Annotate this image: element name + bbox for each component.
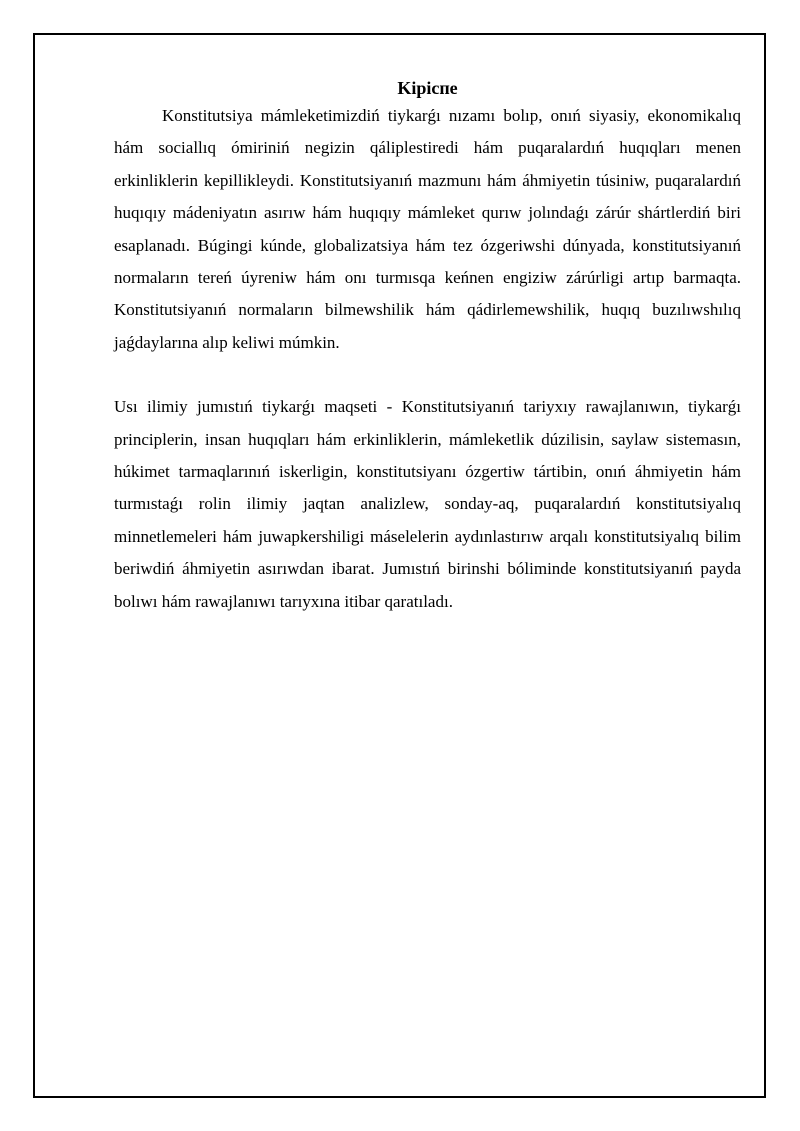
paragraph-introduction: Konstitutsiya mámleketimizdiń tiykarǵı nızamı bolıp, onıń siyasiy, ekonomikalıq hám sociallıq ómiriniń negizin qáliplestiredi hám puqaralardıń huqıqları menen erkinliklerin kepillikleydi. Konstitutsiyanıń mazmunı hám áhmiyetin túsiniw, puqaralardıń huqıqıy mádeniyatın asırıw hám huqıqıy mámleket qurıw jolındaǵı zárúr shártlerdiń biri esaplanadı. Búgingi kúnde, globalizatsiya hám tez ózgeriwshi dúnyada, konstitutsiyanıń normaların tereń úyreniw hám onı turmısqa keńnen engiziw zárúrligi artıp barmaqta. Konstitutsiyanıń normaların bilmewshilik hám qádirlemewshilik, huqıq buzılıwshılıq jaǵdaylarına alıp keliwi múmkin.: [114, 106, 741, 352]
paragraph-spacer: [114, 359, 741, 391]
document-body: [114, 76, 741, 618]
document-title: Kipicпe: [397, 78, 458, 98]
paragraph-objective: Usı ilimiy jumıstıń tiykarǵı maqseti - Konstitutsiyanıń tariyxıy rawajlanıwın, tiykarǵı principlerin, insan huqıqları hám erkinliklerin, mámleketlik dúzilisin, saylaw sistemasın, húkimet tarmaqlarınıń iskerligin, konstitutsiyanı ózgertiw tártibin, onıń áhmiyetin hám turmıstaǵı rolin ilimiy jaqtan analizlew, sonday-aq, puqaralardıń konstitutsiyalıq minnetlemeleri hám juwapkershiligi máselelerin aydınlastırıw arqalı konstitutsiyalıq bilim beriwdiń áhmiyetin asırıwdan ibarat. Jumıstıń birinshi bóliminde konstitutsiyanıń payda bolıwı hám rawajlanıwı tarıyxına itibar qaratıladı.: [114, 397, 741, 611]
